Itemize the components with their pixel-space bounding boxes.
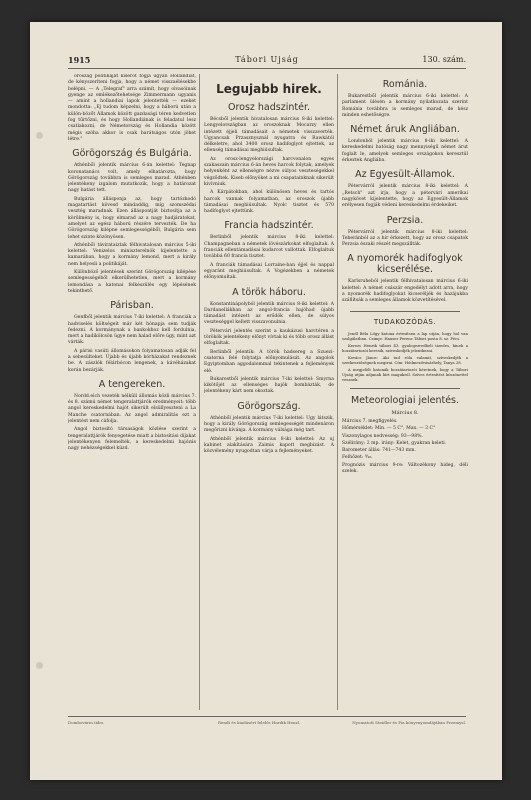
weather-line: Viszonylagos nedvesség: 93—98%.: [342, 433, 423, 439]
article-paragraph: Berlinből jelentik: A török hadsereg a Szuezi-csatorna felé folytatja előnyomulását. Az angolok Egyiptomban aggodalommal tekintenek a fejlemények elé.: [204, 349, 334, 374]
article-paragraph: Londonból jelentik március 8-iki kelettel: A kereskedelmi hatóság nagy mennyiségű német árut foglalt le, amelyek semleges országokon keresztül érkeztek Angliába.: [342, 139, 468, 164]
article-paragraph: Athénből távirataiztak félhivatalosan március 5-iki kelettel: Venizelos miniszterelnök kijelentette a kamarában, hogy a kormány lemond, mert a király nem helyesli a politikáját.: [68, 242, 196, 267]
article-paragraph: Karlsruheból jelentik félhivatalosan március 6-iki kelettel: A német császár engedélyt adott arra, hogy a nyomorék hadifoglyokat kicseréljék és hazájukba szállítsák a semleges államok közvetítésével.: [342, 279, 468, 304]
article-paragraph: Pétervárról jelentik március 8-iki kelettel: A „Retsch" azt irja, hogy a pétervári amerikai nagykövet kijelentette, hogy az Egyesült-Államok erélyesen fogják védeni kereskedelmi érdekeiket.: [342, 184, 468, 209]
binding-hole: [36, 662, 43, 669]
article-paragraph: Athénből jelentik március 6-án kelettel: Tegnap koronatanács volt, amely elhatározta, hogy Görögország továbbra is semleges marad. Athénben jelentékeny izgalom mutatkozik, hogy a határozat nagy hatást tett.: [68, 163, 196, 194]
headline-turkish-war: A török háboru.: [232, 286, 306, 298]
article-paragraph: A Kárpátokban, ahol különösen heves és tartós harcok vannak folyamatban, az oroszok újabb támadásai meghiúsultak. Nyolc tisztet és 570 hadifoglyot ejtettünk.: [204, 190, 334, 215]
headline-weather-report: Meteorologiai jelentés.: [350, 394, 460, 406]
paper-name: Tábori Ujság: [235, 55, 299, 64]
section-divider: [350, 388, 460, 389]
article-paragraph: oroszág politikáját kisérőt fogja ugyan Hollandiát, de kényszeríteni fogja, hogy a német visszaélésekbe belépni. — A „Telegraf" arra számít, hogy olvasóinak gyenge az emlékezőtehetsége Zimmermann ugyanis — amint a hollandiai lapok jelentették — ezeket mondotta: „Ej tudom képzelni, hogy a háború után a külön-bözőt Államok között gazdasági téren kedvetlen fog tűrtőzni, és hogy Hollandiának is feladatul lesz csatlakozni, de Németország és Hollandia között mégis szóba akkor is csak barátságos utón jöhet létre.": [68, 74, 196, 142]
column-rule: [199, 74, 200, 710]
article-paragraph: Berlinből jelentik március 8-iki kelettel: Champagneban a németek lövészárkokat elfoglaltak. A franciák ellentámadásai kudarcot vallottak. Elfoglaltuk továbbá 60 francia tisztet.: [204, 235, 334, 260]
article-paragraph: Bécsből jelentik hivatalosan március 8-iki kelettel: Lengyelországban az oroszoknak Mocarzy ellen intézett éjjeli támadásait a németek visszaverték. Ugyancsak Przasznysznál nyugatra és Rawkától délkeletre, ahol 3400 orosz hadifoglyot ejtettek, az ellenség támadásai meghiúsultak.: [204, 117, 334, 154]
headline-united-states: Az Egyesült-Államok.: [355, 169, 455, 181]
article-paragraph: Nordd.eich vezeték nélküli állomás közli március 7. és 8. számú német tengeralattjárók eredményeit: több angol kereskedelmi hajót sikerült elsüllyeszteni a La Manche csatornában. Az angol admiralitás ezt a jelentést nem cáfolja.: [68, 393, 196, 425]
headline-paris: Párisban.: [110, 300, 154, 312]
newspaper-page: [30, 22, 502, 780]
headline-german-goods: Német áruk Angliában.: [350, 124, 460, 136]
weather-line: Prognózis március 9-re: Változékony hideg, déli szelek.: [342, 462, 468, 475]
weather-date: Március 8.: [391, 409, 419, 416]
article-paragraph: Athénből jelentik március 7-iki kelettel: Ugy látszik, hogy a király Görögország semlegességét mindenáron megőrizni kívánja. A kormány válsága még tart.: [204, 415, 334, 434]
headline-prisoner-exchange: A nyomorék hadifoglyok kicserélése.: [347, 253, 463, 276]
inquiry-notice: Kerezs Henrik tábori 43. gyalogezredbeli tizedes, kinek a hozzátartozói keresik, szíveskedjék jelentkezni.: [342, 342, 468, 353]
article-paragraph: Az orosz-lengyelországi harcvonalon egyes szakaszain március 6-án heves harcok folytak, amelyek helyenként az ellenségre nézve súlyos veszteségekkel végződtek. Kiseb előnyöket a mi csapatainknak sikerült kivívniuk.: [204, 156, 334, 187]
article-paragraph: Bukarestből jelentik március 7-iki kelettel: Smyrna kikötőjét az ellenséges hajók bombázták, de jelentékeny kárt nem okoztak.: [204, 376, 334, 395]
article-paragraph: Bukarestből jelentik március 6-iki kelettel: A parlament ülésén a kormány nyilatkozata szerint Románia továbbra is semleges marad, de kész minden eshetőségre.: [342, 94, 468, 118]
article-paragraph: A párisi vasúti állomásokon folyamatosan adják fel a sebesülteket. Újabb és újabb kórházakat rendeznek be. A zászlók félárbócon lengenek, a kávéházakat korán bezárják.: [68, 348, 196, 373]
masthead: [68, 52, 466, 69]
section-title-latest-news: Legujabb hirek.: [216, 82, 322, 96]
weather-line: Barometer állás: 741—743 mm.: [342, 448, 416, 454]
article-paragraph: Bulgária állásponja az, hogy tartózkodó magatartást kövesd mindaddig, míg szomszédai vesztég maradnak. Ezen álláspontját biztosítja az a körülmény is, hogy elmarad az a nagy hadjáratokat, amelyet az egész háború részére tervezték. De ha Görögország kilépne semlegességéből, Bulgária sem lehet szinte közönyösen.: [68, 196, 196, 240]
inquiry-notice: A megjelölt katonák hozzátartozói kéretnek, hogy a Tábori Ujság utján adjanak hírt magukról. Szíves értesítést köszönettel vesznek.: [342, 366, 468, 382]
footer-left: Dombovárin tábo.: [68, 720, 105, 725]
headline-french-front: Francia hadszintér.: [224, 220, 314, 232]
headline-seas: A tengereken.: [98, 378, 166, 390]
page-footer: [68, 716, 466, 727]
headline-persia: Perzsia.: [386, 214, 424, 226]
article-paragraph: Angol biztosító társaságok közlése szerint a tengeralattjárók fenyegetése miatt a biztosítási díjakat jelentékenyen felemelték, a kereskedelmi hajózás nagy nehézségekkel küzd.: [68, 427, 196, 452]
inquiry-notice: Kovács János: Aki tud róla valamit, szíveskedjék a szerkesztőségnek megirni. Cím: Hódmezővásárhely, Tanya 28.: [342, 354, 468, 365]
footer-printer: Nyomatott Steidler és Fia könyvnyomdájában Przemysl.: [352, 720, 466, 725]
article-paragraph: Pétervári jelentés szerint a kaukázusi harctéren a törökök jelentékeny előnyt vívtak ki és több orosz állást elfoglaltak.: [204, 328, 334, 347]
binding-hole: [36, 132, 43, 139]
column-rule: [337, 74, 338, 710]
headline-inquiries: TUDAKOZÓDÁS.: [373, 317, 437, 326]
weather-line: Hőmérséklet: Min. — 5 C°, Max. — 3 C°: [342, 426, 436, 432]
section-divider: [350, 311, 460, 312]
headline-russian-front: Orosz hadszintér.: [227, 102, 311, 113]
article-paragraph: Különböző jelentések szerint Görögország kilépése semlegességéből elkerülhetetlen, mert a kormány lemondása a katonai felkészülés egy lépésének tekinthető.: [68, 270, 196, 294]
article-paragraph: A franciák támadásai Lorraine-ban éjjel és nappal egyaránt meghiúsultak. A Vogézekben a németek előnyomultak.: [204, 262, 334, 281]
article-paragraph: Genfből jelentik március 7-iki kelettel: A franciák a hadviselés költségeit már két hónapja sem tudják fedezni. A kormánynak a bankokhoz kell fordulnia, mert a hadikölcsön ügye nem halad előre úgy, mint azt várták.: [68, 315, 196, 346]
inquiry-notice: Jendl Béla Lőgy katona értesítsen a lap utján, hogy hol van szolgálatban. Czimje: Hauser Ferenc Tábori posta 8. sz. Pécs.: [342, 330, 468, 341]
weather-line: Szélirány: 2 mp. irány: Kelet, gyakran keleti.: [342, 440, 447, 446]
weather-line: Március 7. megfigyelés.: [342, 418, 398, 424]
headline-greece: Görögország.: [237, 400, 301, 412]
column-right: [342, 74, 468, 710]
column-left: [68, 74, 196, 710]
article-paragraph: Konstantinápolyból jelentik március 8-iki kelettel: A Dardanellákban az angol-francia hajóhad újabb támadást intézett az erődök ellen, de súlyos veszteséggel kellett visszavonulnia.: [204, 301, 334, 326]
headline-romania: Románia.: [382, 79, 428, 90]
year: 1915: [68, 55, 91, 65]
footer-editor: Rendt és kiadásért felelős Hardik Henzl.: [218, 720, 301, 725]
article-paragraph: Pétervárról jelentik március 8-iki kelettel: Teheránból az a hír érkezett, hogy az orosz csapatok Perzsia északi részét megszállták.: [342, 229, 468, 248]
column-middle: [204, 74, 334, 710]
issue-number: 130. szám.: [422, 55, 466, 64]
weather-report: [342, 410, 468, 476]
weather-line: Felhőzet: ⁸⁄₁₀.: [342, 455, 373, 461]
headline-greek-bulgaria: Görögország és Bulgária.: [72, 148, 192, 160]
article-paragraph: Athénből jelentik március 8-iki kelettel: Az uj kabinet alakítására Zaimis kapott megbízást. A közvélemény nyugodtan várja a fejleményeket.: [204, 436, 334, 455]
